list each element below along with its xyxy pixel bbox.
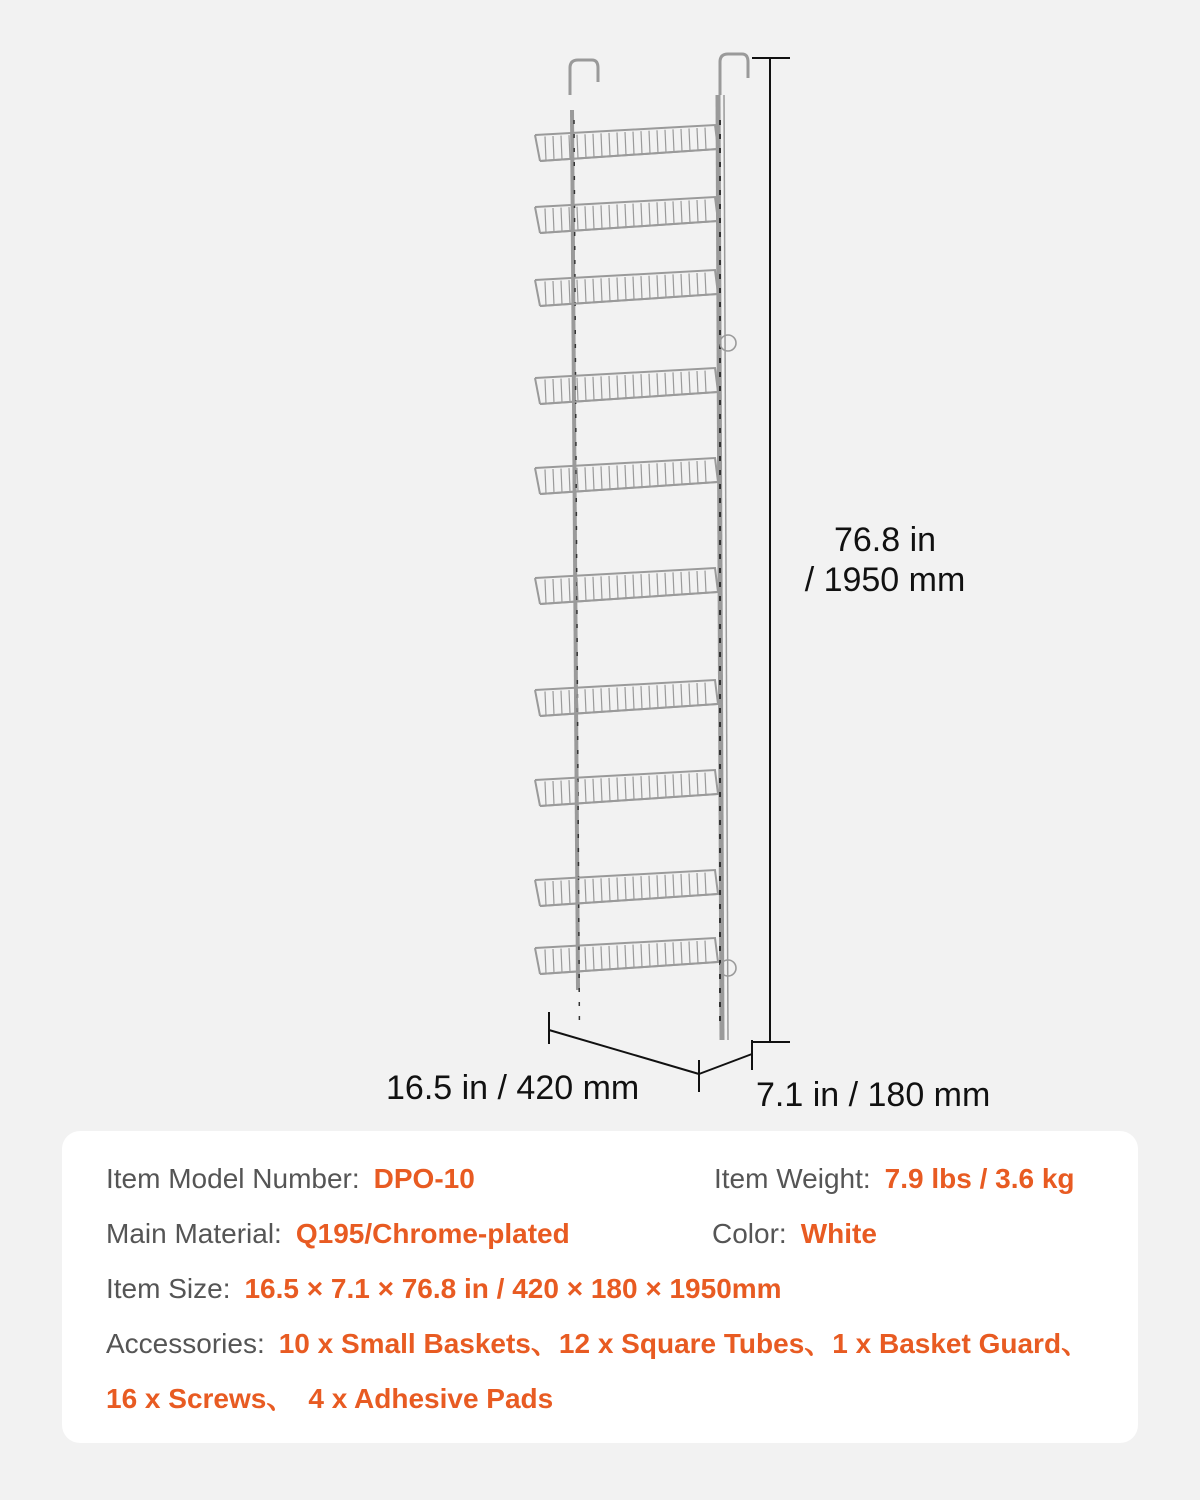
wire-basket [535,125,718,161]
height-dimension-label [800,520,970,600]
spec-weight-row [714,1162,1075,1196]
wire-basket [535,870,718,906]
wire-basket [535,770,718,806]
accessory-item: 4 x Adhesive Pads [308,1383,554,1414]
wire-basket [535,938,718,974]
weight-label: Item Weight: [714,1163,871,1194]
material-label: Main Material: [106,1218,282,1249]
spec-size-row [106,1272,782,1306]
wire-basket [535,270,718,306]
accessory-separator: 、 [1061,1328,1090,1359]
door-rack-image [535,54,748,1040]
material-value: Q195/Chrome-plated [295,1218,570,1249]
rail-left [572,110,578,990]
accessory-separator: 、 [266,1383,295,1414]
wire-basket [535,197,718,233]
spec-material-row [106,1217,570,1251]
wire-basket [535,680,718,716]
wire-basket [535,458,718,494]
weight-value: 7.9 lbs / 3.6 kg [884,1163,1075,1194]
width-dimension-label: 16.5 in / 420 mm [386,1069,640,1107]
rail-right-edge [724,95,728,1040]
model-label: Item Model Number: [106,1163,360,1194]
color-value: White [800,1218,877,1249]
accessory-item: 10 x Small Baskets [278,1328,531,1359]
depth-dimension-label: 7.1 in / 180 mm [756,1076,991,1114]
accessory-item: 12 x Square Tubes [558,1328,805,1359]
wire-basket [535,368,718,404]
model-value: DPO-10 [373,1163,475,1194]
size-label: Item Size: [106,1273,231,1304]
accessory-separator: 、 [530,1328,559,1359]
depth-dimension-line [699,1054,752,1074]
spec-color-row [712,1217,877,1251]
spec-card [62,1131,1138,1443]
spec-model-row [106,1162,475,1196]
size-value: 16.5 × 7.1 × 76.8 in / 420 × 180 × 1950mm [244,1273,782,1304]
accessory-item: 1 x Basket Guard [832,1328,1062,1359]
adhesive-pad [720,335,736,351]
door-hook-left [570,60,598,95]
height-in-text: 76.8 in [833,521,937,559]
accessories-label: Accessories: [106,1328,265,1359]
accessory-separator: 、 [804,1328,833,1359]
accessory-item: 16 x Screws [106,1383,267,1414]
spec-accessories-row [106,1327,1089,1361]
color-label: Color: [712,1218,787,1249]
spec-accessories-row-continued [106,1382,553,1416]
wire-basket [535,568,718,604]
height-mm-text: / 1950 mm [804,561,966,599]
door-hook-right [720,54,748,95]
